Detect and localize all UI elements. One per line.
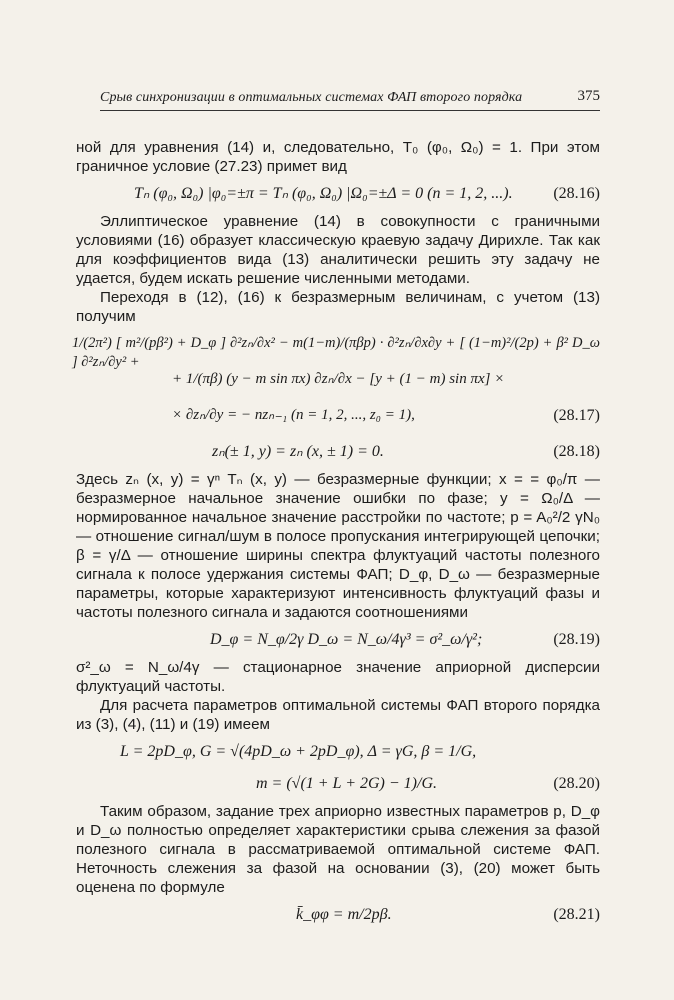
equation-text: Tₙ (φ₀, Ω₀) |φ₀=±π = Tₙ (φ₀, Ω₀) |Ω₀=±Δ = 0 (n = 1, 2, ...). <box>134 185 513 202</box>
equation-text: L = 2pD_φ, G = √(4pD_ω + 2pD_φ), Δ = γG, β = 1/G, <box>120 743 477 760</box>
equation-text: m = (√(1 + L + 2G) − 1)/G. <box>256 775 437 792</box>
equation-28-17-line2 <box>76 366 600 398</box>
equation-number: (28.21) <box>553 906 600 923</box>
equation-number: (28.20) <box>553 775 600 792</box>
running-title: Срыв синхронизации в оптимальных системах ФАП второго порядка <box>100 90 523 105</box>
equation-28-20-line1 <box>76 738 600 766</box>
paragraph: Эллиптическое уравнение (14) в совокупности с граничными условиями (16) образует классическую краевую задачу Дирихле. Так как для коэффициентов вида (13) аналитически решить эту задачу не удается, будем искать решение численными методами. <box>76 213 600 287</box>
equation-28-19 <box>76 626 600 654</box>
equation-text: D_φ = N_φ/2γ D_ω = N_ω/4γ³ = σ²_ω/γ²; <box>210 631 483 648</box>
equation-number: (28.18) <box>553 443 600 460</box>
equation-number: (28.17) <box>553 407 600 424</box>
equation-28-17-line1 <box>72 330 600 370</box>
paragraph: Таким образом, задание трех априорно известных параметров p, D_φ и D_ω полностью определяет характеристики срыва слежения за фазой полезного сигнала в рассматриваемой оптимальной системе ФАП. Неточность слежения за фазой на основании (3), (20) может быть оценена по формуле <box>76 803 600 896</box>
equation-28-21 <box>76 901 600 929</box>
paragraph: Здесь zₙ (x, y) = γⁿ Tₙ (x, y) — безразмерные функции; x = = φ₀/π — безразмерное начальное значение ошибки по фазе; y = Ω₀/Δ — нормированное начальное значение расстройки по частоте; p = A₀²/2 γN₀ — отношение сигнал/шум в полосе пропускания интегрирующей цепочки; β = γ/Δ — отношение ширины спектра флуктуаций частоты полезного сигнала к полосе удержания системы ФАП; D_φ, D_ω — безразмерные параметры, которые характеризуют интенсивность флуктуаций фазы и частоты полезного сигнала и задаются соотношениями <box>76 471 600 621</box>
equation-28-18 <box>76 438 600 466</box>
paragraph: ной для уравнения (14) и, следовательно, T₀ (φ₀, Ω₀) = 1. При этом граничное условие (27.23) примет вид <box>76 139 600 175</box>
paragraph: σ²_ω = N_ω/4γ — стационарное значение априорной дисперсии флуктуаций частоты. <box>76 659 600 695</box>
equation-28-16 <box>76 180 600 208</box>
page-number: 375 <box>577 88 600 104</box>
equation-28-17-line3 <box>76 402 600 434</box>
equation-28-20-line2 <box>76 770 600 798</box>
body-text <box>72 138 600 933</box>
equation-text: zₙ(± 1, y) = zₙ (x, ± 1) = 0. <box>212 443 384 460</box>
equation-text: k̄_φφ = m/2pβ. <box>296 906 392 923</box>
equation-text: × ∂zₙ/∂y = − nzₙ₋₁ (n = 1, 2, ..., z₀ = 1), <box>172 407 415 423</box>
paragraph: Переходя в (12), (16) к безразмерным величинам, с учетом (13) получим <box>76 289 600 325</box>
running-header <box>100 88 600 111</box>
paragraph: Для расчета параметров оптимальной системы ФАП второго порядка из (3), (4), (11) и (19) имеем <box>76 697 600 733</box>
equation-text: + 1/(πβ) (y − m sin πx) ∂zₙ/∂x − [y + (1 − m) sin πx] × <box>172 371 505 387</box>
equation-number: (28.16) <box>553 185 600 202</box>
equation-number: (28.19) <box>553 631 600 648</box>
equation-text: 1/(2π²) [ m²/(pβ²) + D_φ ] ∂²zₙ/∂x² − m(1−m)/(πβp) · ∂²zₙ/∂x∂y + [ (1−m)²/(2p) + β² D_ω ] ∂²zₙ/∂y² + <box>72 335 600 370</box>
